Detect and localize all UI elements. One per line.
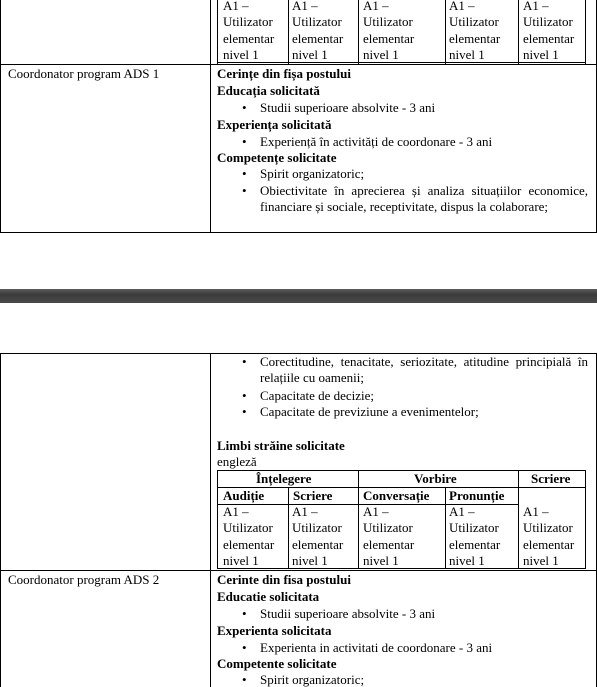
competence-item: Obiectivitate în aprecierea și analiza situațiilor economice, financiare și sociale, receptivitate, dispus la colaborare; (260, 183, 588, 214)
experience-item: Experienta in activitati de coordonare - 3 ani (260, 640, 493, 655)
bullet: • (242, 100, 247, 115)
competence-item: Corectitudine, tenacitate, seriozitate, atitudine principială în relațiile cu oamenii; (260, 354, 588, 385)
experience-item: Experiență în activități de coordonare - 3 ani (260, 134, 493, 149)
experience-label: Experienta solicitata (217, 623, 332, 638)
bullet: • (242, 134, 247, 149)
lang-grid-line (217, 0, 218, 64)
lang-header-pronunciation: Pronunție (449, 488, 505, 503)
competence-item: Spirit organizatoric; (260, 672, 365, 687)
lang-grid-line (518, 470, 519, 569)
lang-grid-line (518, 0, 519, 64)
lang-grid-line (288, 487, 289, 569)
lang-grid-line (445, 0, 446, 64)
requirements-heading: Cerințe din fișa postului (217, 66, 351, 81)
table-border (210, 0, 211, 233)
competence-label: Competențe solicitate (217, 150, 337, 165)
languages-label: Limbi străine solicitate (217, 438, 345, 453)
position-title: Coordonator program ADS 2 (8, 572, 160, 587)
position-title: Coordonator program ADS 1 (8, 66, 160, 81)
bullet: • (242, 354, 247, 369)
experience-label: Experiența solicitată (217, 117, 332, 132)
lang-header-speaking: Vorbire (414, 471, 457, 486)
lang-grid-line (585, 0, 586, 64)
competence-label: Competente solicitate (217, 656, 337, 671)
page-fragment-top: A1 – Utilizator elementar nivel 1 A1 – Utilizator elementar nivel 1 A1 – Utilizator elementar nivel 1 A1 – Utilizator elementar nivel 1 A1 – Utilizator elementar nivel 1 Coordonator program ADS 1 Cerințe din fișa postului Educația solicitată • Studii superioare absolvite - 3 ani Experiența solicitată • Experiență în activități de coordonare - 3 ani Competențe solicitate • Spirit organizatoric; • Obiectivitate în aprecierea și analiza situațiilor economice, financiare și sociale, receptivitate, dispus la colaborare; (0, 0, 597, 233)
lang-header-listening: Audiție (223, 488, 265, 503)
lang-header-reading: Scriere (293, 488, 333, 503)
lang-grid-line (445, 487, 446, 569)
page-fragment-bottom: • Corectitudine, tenacitate, seriozitate, atitudine principială în relațiile cu oamenii; • Capacitate de decizie; • Capacitate de previziune a evenimentelor; Limbi străine solicitate engleză Înțelegere Vorbire Scriere Audiție Scriere Conversație Pronunție A1 – Utilizator elementar nivel 1 A1 – Utilizator elementar nivel 1 A1 – Utilizator elementar nivel 1 A1 – Utilizator elementar nivel 1 A1 – Utilizator elementar nivel 1 Coordonator program ADS 2 Cerinte din fisa postului Educatie solicitata • Studii superioare absolvite - 3 ani Experienta solicitata • Experienta in activitati de coordonare - 3 ani Competente solicitate • Spirit organizatoric; (0, 353, 597, 687)
lang-grid-line (288, 0, 289, 64)
bullet: • (242, 640, 247, 655)
language-value: engleză (217, 454, 257, 469)
lang-grid-line (217, 470, 218, 569)
lang-header-writing: Scriere (531, 471, 571, 486)
bullet: • (242, 606, 247, 621)
education-label: Educatie solicitata (217, 589, 320, 604)
competence-item: Capacitate de previziune a evenimentelor; (260, 404, 479, 419)
competence-item: Capacitate de decizie; (260, 388, 375, 403)
lang-header-understanding: Înțelegere (256, 471, 312, 486)
education-item: Studii superioare absolvite - 3 ani (260, 100, 436, 115)
table-border (0, 0, 1, 233)
education-item: Studii superioare absolvite - 3 ani (260, 606, 436, 621)
page-break-bar (0, 289, 597, 303)
lang-grid-line (358, 470, 359, 569)
bullet: • (242, 388, 247, 403)
table-border (0, 64, 597, 65)
table-border (0, 232, 597, 233)
education-label: Educația solicitată (217, 83, 320, 98)
lang-header-conversation: Conversație (363, 488, 430, 503)
bullet: • (242, 166, 247, 181)
lang-grid-line (358, 0, 359, 64)
lang-grid-line (585, 470, 586, 569)
requirements-heading: Cerinte din fisa postului (217, 572, 351, 587)
bullet: • (242, 183, 247, 198)
table-border (0, 353, 1, 687)
bullet: • (242, 672, 247, 687)
table-border (210, 353, 211, 687)
table-border (0, 570, 597, 571)
bullet: • (242, 404, 247, 419)
competence-item: Spirit organizatoric; (260, 166, 365, 181)
